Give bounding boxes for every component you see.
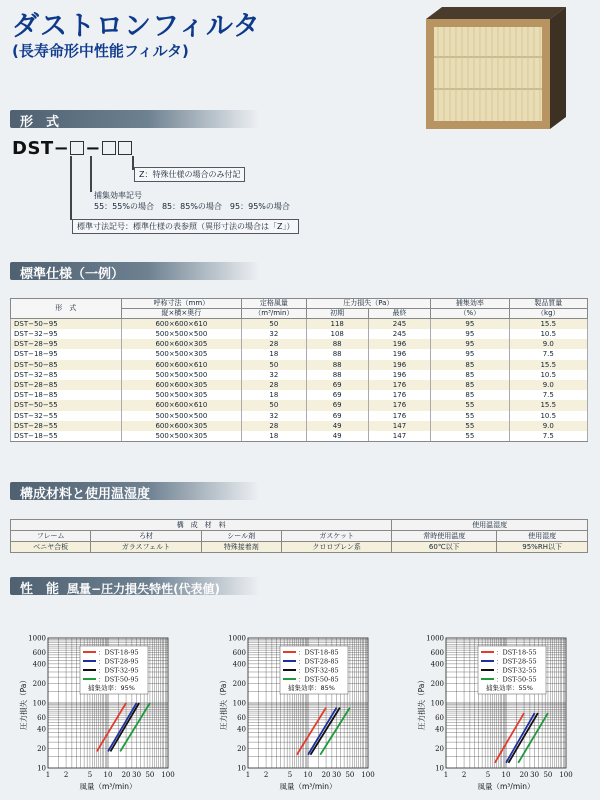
table-row (11, 349, 588, 359)
table-row (11, 360, 588, 370)
table-row (11, 421, 588, 431)
z-note: Z：特殊仕様の場合のみ付記 (134, 167, 245, 182)
cell-mass: 7.5 (509, 390, 587, 400)
cell-model: DST−18−85 (11, 390, 122, 400)
x-tick-label: 2 (461, 771, 467, 779)
cell-mass: 10.5 (509, 329, 587, 339)
eff-label: 捕集効率記号 (94, 191, 142, 200)
cell-model: DST−18−95 (11, 349, 122, 359)
cell-final: 245 (368, 329, 430, 339)
cell-mass: 10.5 (509, 411, 587, 421)
cell-final: 196 (368, 370, 430, 380)
th-final: 最終 (368, 309, 430, 319)
y-tick-label: 10 (435, 764, 444, 773)
th-media: ろ材 (91, 531, 201, 542)
x-tick-label: 50 (145, 771, 155, 779)
cell-eff: 95 (431, 339, 509, 349)
cell-eff: 95 (431, 349, 509, 359)
x-tick-label: 1 (443, 771, 449, 779)
legend-label: ：DST-50-85 (298, 675, 339, 684)
cell-model: DST−50−55 (11, 400, 122, 410)
cell-eff: 95 (431, 319, 509, 330)
x-tick-label: 10 (501, 771, 511, 779)
x-tick-label: 100 (361, 771, 375, 779)
y-tick-label: 600 (430, 648, 444, 657)
th-material-group: 構 成 材 料 (11, 520, 392, 531)
material-table (10, 519, 588, 553)
cell-mass: 9.0 (509, 421, 587, 431)
x-tick-label: 50 (543, 771, 553, 779)
spec-table (10, 298, 588, 442)
th-flow: 定格風量 (242, 299, 306, 309)
y-tick-label: 60 (237, 713, 246, 722)
eff-note: 55：55%の場合 85：85%の場合 95：95%の場合 (94, 202, 290, 211)
x-tick-label: 10 (303, 771, 313, 779)
x-tick-label: 30 (530, 771, 540, 779)
cell-size: 500×500×500 (121, 411, 242, 421)
table-row (11, 370, 588, 380)
page-title: ダストロンフィルタ (12, 11, 261, 42)
x-tick-label: 5 (485, 771, 491, 779)
cell-mass: 15.5 (509, 400, 587, 410)
cell-initial: 108 (306, 329, 368, 339)
x-tick-label: 50 (345, 771, 355, 779)
x-axis-label: 風量（m³/min） (477, 782, 535, 791)
x-tick-label: 100 (559, 771, 573, 779)
cell-flow: 50 (242, 360, 306, 370)
legend-note: 捕集効率：85% (288, 684, 335, 692)
chart-55-svg (418, 632, 578, 800)
cell-flow: 18 (242, 349, 306, 359)
cell-initial: 88 (306, 370, 368, 380)
table-row (11, 411, 588, 421)
th-initial: 初期 (306, 309, 368, 319)
cell-size: 600×600×610 (121, 400, 242, 410)
th-flow-unit: （m³/min） (242, 309, 306, 319)
cell-size: 600×600×610 (121, 319, 242, 330)
legend-note: 捕集効率：95% (88, 684, 135, 692)
cell-flow: 28 (242, 380, 306, 390)
cell-eff: 95 (431, 329, 509, 339)
cell-initial: 49 (306, 431, 368, 442)
table-row (11, 400, 588, 410)
chart-85-svg (220, 632, 380, 800)
x-axis-label: 風量（m³/min） (279, 782, 337, 791)
legend-label: ：DST-28-85 (298, 657, 339, 666)
cell-model: DST−32−95 (11, 329, 122, 339)
cell-size: 500×500×305 (121, 349, 242, 359)
table-row (11, 329, 588, 339)
x-tick-label: 10 (103, 771, 113, 779)
cell-size: 600×600×305 (121, 421, 242, 431)
cell-flow: 28 (242, 339, 306, 349)
legend-label: ：DST-32-55 (496, 666, 537, 675)
th-mass: 製品質量 (509, 299, 587, 309)
y-tick-label: 400 (232, 660, 246, 669)
cell-initial: 69 (306, 390, 368, 400)
cell-flow: 18 (242, 431, 306, 442)
cell-initial: 69 (306, 380, 368, 390)
td-hum: 95%RH以下 (497, 542, 588, 553)
y-tick-label: 40 (237, 725, 246, 734)
legend-label: ：DST-32-95 (98, 666, 139, 675)
legend-label: ：DST-18-95 (98, 648, 139, 657)
cell-mass: 7.5 (509, 349, 587, 359)
cell-model: DST−28−55 (11, 421, 122, 431)
cell-eff: 85 (431, 370, 509, 380)
cell-size: 600×600×305 (121, 339, 242, 349)
y-tick-label: 200 (232, 679, 246, 688)
x-tick-label: 20 (519, 771, 529, 779)
cell-size: 600×600×610 (121, 360, 242, 370)
th-hum: 使用湿度 (497, 531, 588, 542)
cell-final: 176 (368, 380, 430, 390)
cell-eff: 55 (431, 400, 509, 410)
chart-85 (220, 632, 380, 800)
y-tick-label: 20 (37, 744, 46, 753)
cell-final: 245 (368, 319, 430, 330)
x-tick-label: 30 (132, 771, 142, 779)
table-row (11, 319, 588, 330)
y-tick-label: 1000 (228, 634, 246, 643)
cell-mass: 15.5 (509, 319, 587, 330)
legend-label: ：DST-28-55 (496, 657, 537, 666)
cell-final: 196 (368, 339, 430, 349)
y-tick-label: 200 (430, 679, 444, 688)
y-tick-label: 100 (430, 699, 444, 708)
x-tick-label: 1 (245, 771, 251, 779)
y-tick-label: 60 (37, 713, 46, 722)
chart-55 (418, 632, 578, 800)
cell-mass: 9.0 (509, 339, 587, 349)
th-model: 形 式 (11, 299, 122, 319)
y-axis-label: 圧力損失（Pa） (417, 676, 426, 730)
th-size-sub: 縦×横×奥行 (121, 309, 242, 319)
section-material: 構成材料と使用温湿度 (10, 482, 260, 500)
cell-model: DST−32−55 (11, 411, 122, 421)
cell-flow: 32 (242, 329, 306, 339)
th-gasket: ガスケット (281, 531, 392, 542)
legend-label: ：DST-18-55 (496, 648, 537, 657)
table-row (11, 380, 588, 390)
cell-initial: 88 (306, 360, 368, 370)
table-row (11, 390, 588, 400)
cell-eff: 85 (431, 380, 509, 390)
y-tick-label: 600 (32, 648, 46, 657)
y-axis-label: 圧力損失（Pa） (19, 676, 28, 730)
th-size: 呼称寸法（mm） (121, 299, 242, 309)
cell-mass: 9.0 (509, 380, 587, 390)
cell-final: 176 (368, 400, 430, 410)
size-note: 標準寸法記号：標準仕様の表参照（異形寸法の場合は「Z」） (72, 219, 299, 234)
cell-final: 196 (368, 360, 430, 370)
legend-label: ：DST-50-55 (496, 675, 537, 684)
page-subtitle: (長寿命形中性能フィルタ) (12, 42, 189, 60)
y-tick-label: 400 (32, 660, 46, 669)
cell-flow: 28 (242, 421, 306, 431)
x-tick-label: 30 (332, 771, 342, 779)
legend-note: 捕集効率：55% (486, 684, 533, 692)
x-tick-label: 100 (161, 771, 175, 779)
cell-initial: 88 (306, 349, 368, 359)
x-tick-label: 20 (321, 771, 331, 779)
cell-model: DST−18−55 (11, 431, 122, 442)
cell-flow: 32 (242, 411, 306, 421)
td-media: ガラスフェルト (91, 542, 201, 553)
cell-size: 500×500×500 (121, 329, 242, 339)
chart-95 (20, 632, 180, 800)
cell-eff: 55 (431, 431, 509, 442)
cell-model: DST−28−85 (11, 380, 122, 390)
th-temp: 常時使用温度 (392, 531, 497, 542)
y-tick-label: 40 (37, 725, 46, 734)
cell-initial: 88 (306, 339, 368, 349)
cell-eff: 85 (431, 390, 509, 400)
y-tick-label: 60 (435, 713, 444, 722)
y-tick-label: 1000 (28, 634, 46, 643)
cell-mass: 7.5 (509, 431, 587, 442)
cell-final: 147 (368, 421, 430, 431)
th-mass-unit: （kg） (509, 309, 587, 319)
y-tick-label: 1000 (426, 634, 444, 643)
th-env-group: 使用温湿度 (392, 520, 588, 531)
cell-model: DST−50−85 (11, 360, 122, 370)
cell-eff: 55 (431, 411, 509, 421)
cell-flow: 32 (242, 370, 306, 380)
cell-final: 176 (368, 411, 430, 421)
cell-mass: 10.5 (509, 370, 587, 380)
cell-final: 196 (368, 349, 430, 359)
section-format: 形 式 (10, 110, 260, 128)
y-tick-label: 100 (32, 699, 46, 708)
y-tick-label: 600 (232, 648, 246, 657)
th-pressure: 圧力損失（Pa） (306, 299, 431, 309)
cell-initial: 118 (306, 319, 368, 330)
y-tick-label: 10 (37, 764, 46, 773)
td-temp: 60℃以下 (392, 542, 497, 553)
y-tick-label: 10 (237, 764, 246, 773)
cell-final: 147 (368, 431, 430, 442)
y-tick-label: 100 (232, 699, 246, 708)
th-frame: フレーム (11, 531, 91, 542)
x-tick-label: 5 (287, 771, 293, 779)
table-row (11, 431, 588, 442)
cell-final: 176 (368, 390, 430, 400)
cell-eff: 55 (431, 421, 509, 431)
cell-flow: 50 (242, 400, 306, 410)
x-tick-label: 1 (45, 771, 51, 779)
cell-size: 500×500×305 (121, 390, 242, 400)
cell-initial: 49 (306, 421, 368, 431)
x-axis-label: 風量（m³/min） (79, 782, 137, 791)
cell-eff: 85 (431, 360, 509, 370)
legend-label: ：DST-32-85 (298, 666, 339, 675)
cell-model: DST−28−95 (11, 339, 122, 349)
cell-initial: 69 (306, 411, 368, 421)
cell-model: DST−32−85 (11, 370, 122, 380)
legend-label: ：DST-18-85 (298, 648, 339, 657)
th-eff-unit: （%） (431, 309, 509, 319)
y-tick-label: 200 (32, 679, 46, 688)
th-eff: 捕集効率 (431, 299, 509, 309)
td-gasket: クロロプレン系 (281, 542, 392, 553)
legend-label: ：DST-28-95 (98, 657, 139, 666)
cell-flow: 18 (242, 390, 306, 400)
cell-model: DST−50−95 (11, 319, 122, 330)
x-tick-label: 2 (263, 771, 269, 779)
td-frame: ベニヤ合板 (11, 542, 91, 553)
model-code: DST− − (12, 138, 133, 159)
cell-mass: 15.5 (509, 360, 587, 370)
filter-photo (420, 5, 570, 133)
x-tick-label: 2 (63, 771, 69, 779)
cell-size: 500×500×500 (121, 370, 242, 380)
x-tick-label: 20 (121, 771, 131, 779)
y-axis-label: 圧力損失（Pa） (219, 676, 228, 730)
td-seal: 特殊接着剤 (201, 542, 281, 553)
y-tick-label: 20 (237, 744, 246, 753)
cell-initial: 69 (306, 400, 368, 410)
y-tick-label: 40 (435, 725, 444, 734)
chart-95-svg (20, 632, 180, 800)
cell-flow: 50 (242, 319, 306, 330)
section-performance: 性 能 風量−圧力損失特性(代表値) (10, 577, 260, 595)
legend-label: ：DST-50-95 (98, 675, 139, 684)
section-spec: 標準仕様（一例） (10, 262, 260, 280)
cell-size: 500×500×305 (121, 431, 242, 442)
table-row (11, 339, 588, 349)
th-seal: シール剤 (201, 531, 281, 542)
y-tick-label: 20 (435, 744, 444, 753)
x-tick-label: 5 (87, 771, 93, 779)
y-tick-label: 400 (430, 660, 444, 669)
cell-size: 600×600×305 (121, 380, 242, 390)
